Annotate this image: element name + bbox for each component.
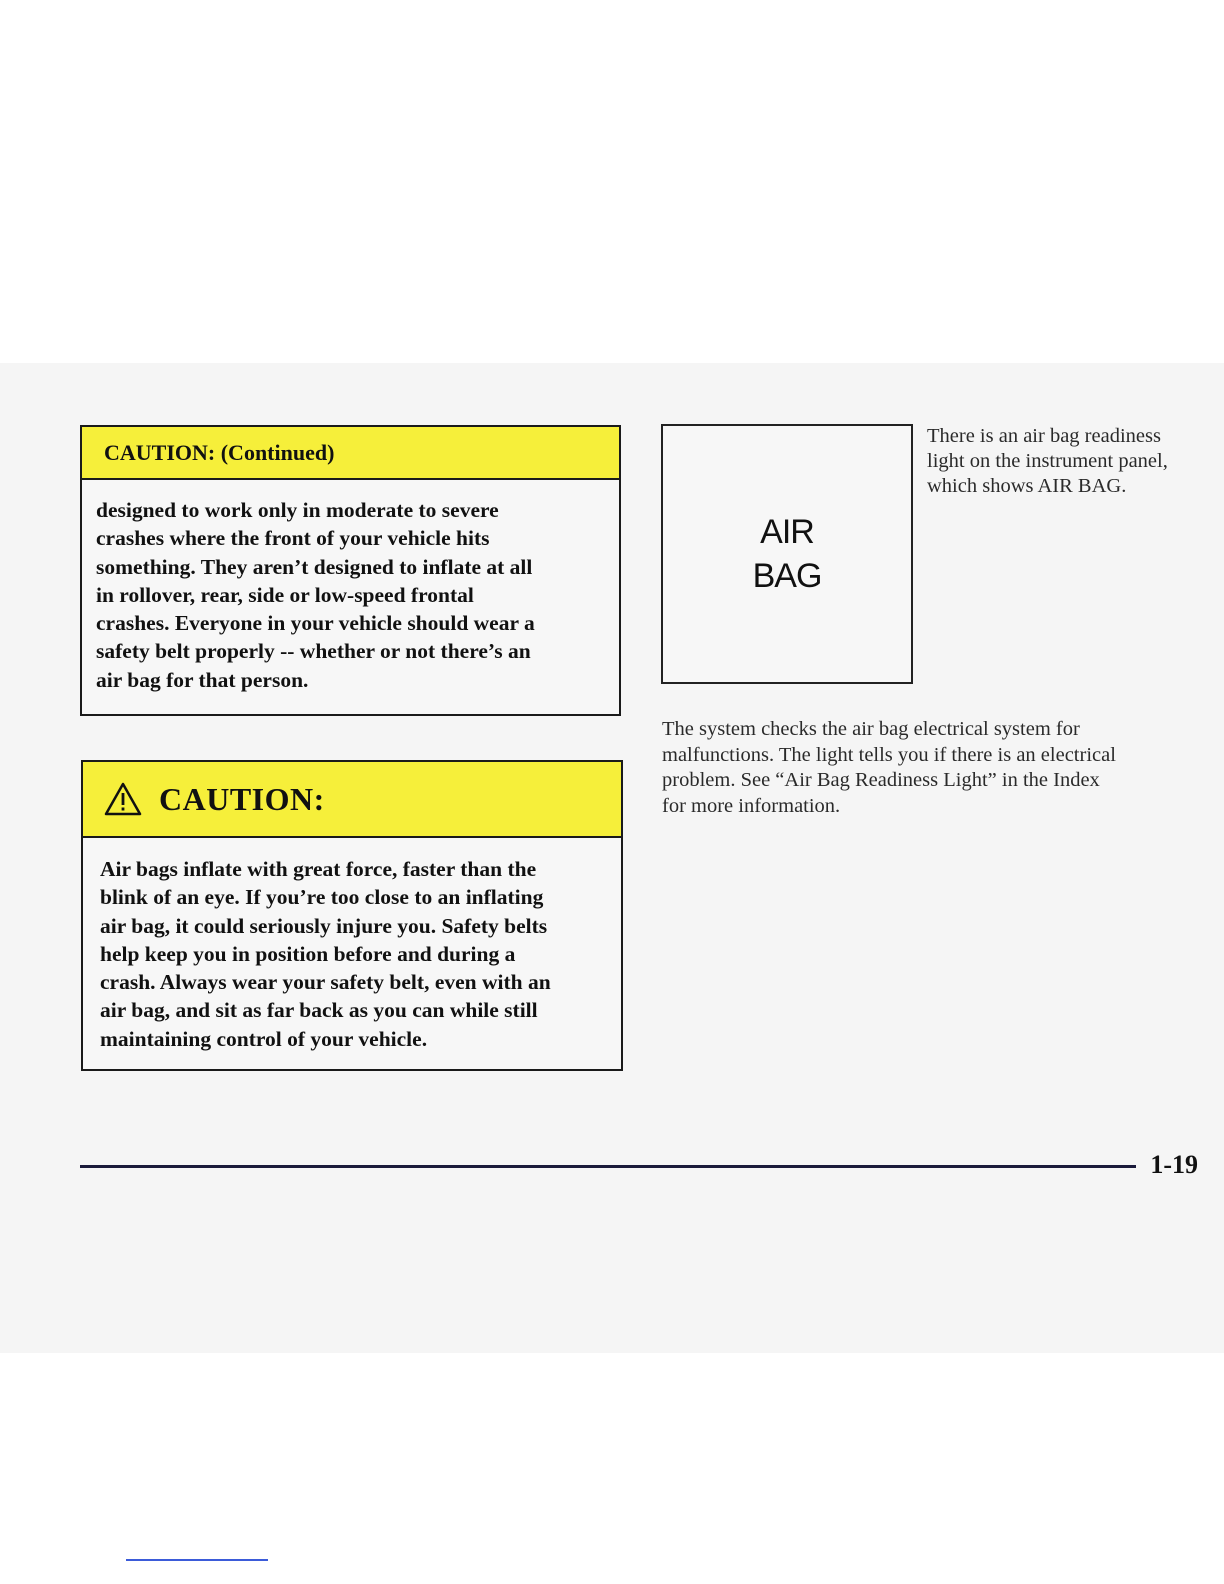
caution-title: CAUTION: xyxy=(159,780,325,817)
bottom-link-underline[interactable] xyxy=(126,1559,268,1561)
caution-continued-line: something. They aren’t designed to inflate at all xyxy=(96,554,533,579)
caution-line: crash. Always wear your safety belt, even with an xyxy=(100,970,551,995)
air-bag-indicator-label xyxy=(663,510,911,598)
footer-rule xyxy=(80,1165,1136,1168)
caution-continued-line: air bag for that person. xyxy=(96,667,309,692)
caution-line: blink of an eye. If you’re too close to an inflating xyxy=(100,885,544,910)
air-bag-indicator-illustration xyxy=(661,424,913,684)
caution-continued-body xyxy=(82,480,619,694)
caution-continued-line: safety belt properly -- whether or not there’s an xyxy=(96,639,531,664)
caution-line: air bag, it could seriously injure you. Safety belts xyxy=(100,913,548,938)
indicator-line-air: AIR xyxy=(760,513,814,551)
system-line: The system checks the air bag electrical system for xyxy=(662,718,1080,740)
caution-continued-line: in rollover, rear, side or low-speed frontal xyxy=(96,582,474,607)
caution-continued-line: crashes. Everyone in your vehicle should wear a xyxy=(96,611,535,636)
system-line: for more information. xyxy=(662,794,841,817)
readiness-light-intro xyxy=(927,424,1197,499)
system-line: problem. See “Air Bag Readiness Light” in the Index xyxy=(662,769,1100,791)
caution-continued-line: designed to work only in moderate to severe xyxy=(96,498,499,522)
caution-line: air bag, and sit as far back as you can while still xyxy=(100,998,538,1023)
caution-line: maintaining control of your vehicle. xyxy=(100,1026,428,1051)
warning-triangle-icon xyxy=(103,781,143,817)
intro-line: which shows AIR BAG. xyxy=(927,475,1127,497)
system-line: malfunctions. The light tells you if there is an electrical xyxy=(662,743,1116,766)
indicator-line-bag: BAG xyxy=(752,557,822,595)
caution-line: Air bags inflate with great force, faster than the xyxy=(100,857,537,881)
caution-body xyxy=(83,838,621,1053)
caution-header xyxy=(83,762,621,838)
intro-line: There is an air bag readiness xyxy=(927,425,1161,447)
caution-line: help keep you in position before and during a xyxy=(100,941,516,966)
page-number: 1-19 xyxy=(1150,1150,1198,1179)
intro-line: light on the instrument panel, xyxy=(927,450,1168,472)
system-check-paragraph xyxy=(662,717,1202,819)
caution-continued-line: crashes where the front of your vehicle hits xyxy=(96,526,490,551)
caution-continued-box xyxy=(80,425,621,716)
caution-continued-title: CAUTION: (Continued) xyxy=(104,439,335,465)
caution-continued-header xyxy=(82,427,619,480)
caution-box xyxy=(81,760,623,1071)
